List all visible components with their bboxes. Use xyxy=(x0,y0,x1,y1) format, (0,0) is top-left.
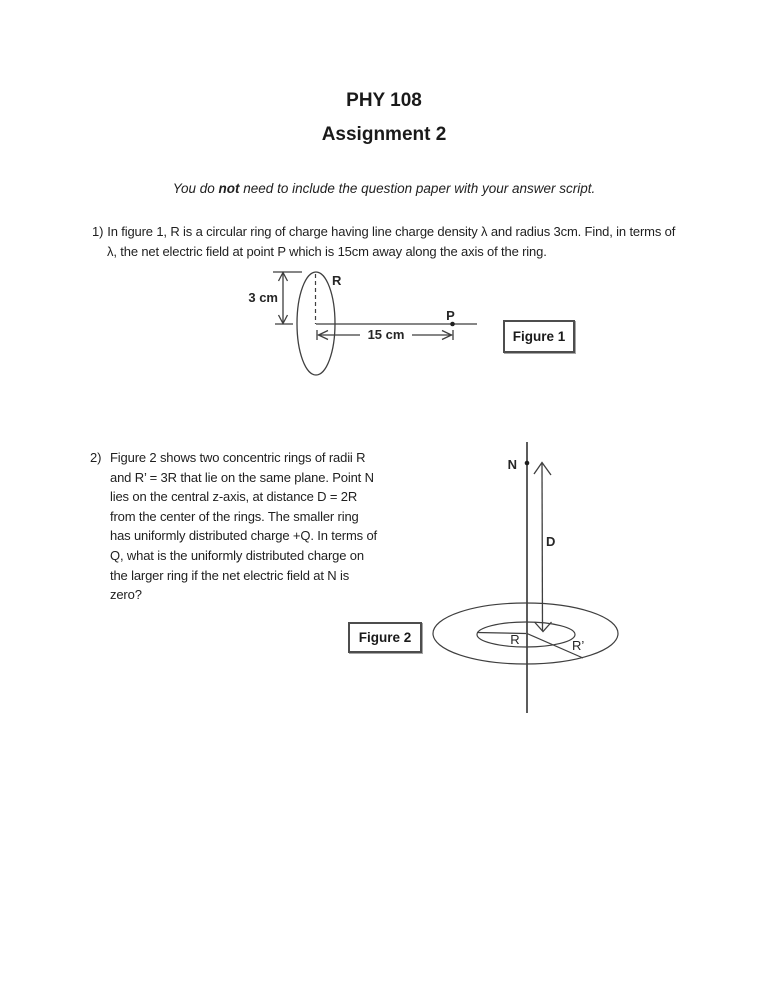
figure2-inner-ring-ellipse xyxy=(477,622,575,647)
instruction-note xyxy=(0,181,768,196)
note-bold-word: not xyxy=(218,181,240,196)
question-2-line-8: zero? xyxy=(110,587,142,603)
page-subtitle: Assignment 2 xyxy=(321,124,447,145)
figure2-caption: Figure 2 xyxy=(358,630,412,645)
question-2-line-1 xyxy=(90,448,377,468)
question-2-line-4: from the center of the rings. The smaller ring xyxy=(110,508,359,524)
question-1 xyxy=(92,222,675,261)
question-1-text-1: In figure 1, R is a circular ring of charge having line charge density λ and radius 3cm. Find, in terms of xyxy=(107,224,676,239)
question-1-line-1 xyxy=(92,222,675,242)
figure2-point-n-label: N xyxy=(507,457,517,472)
figure2-d-label: D xyxy=(546,534,556,549)
question-2-line-5: has uniformly distributed charge +Q. In terms of xyxy=(110,528,378,544)
figure2-inner-radius-label: R xyxy=(510,632,520,647)
question-1-number: 1) xyxy=(92,224,104,239)
question-2-line-7: the larger ring if the net electric field at N is xyxy=(110,567,350,583)
question-2-line-2: and R’ = 3R that lie on the same plane. Point N xyxy=(110,469,374,485)
note-suffix: need to include the question paper with your answer script. xyxy=(239,181,596,196)
figure2-outer-radius-label: R’ xyxy=(572,638,585,653)
figure1-caption-box xyxy=(503,320,575,353)
figure1-point-p-label: P xyxy=(446,308,455,323)
question-2-line-6: Q, what is the uniformly distributed charge on xyxy=(110,547,364,563)
note-prefix: You do xyxy=(172,181,219,196)
figure1-diagram xyxy=(240,258,490,390)
figure1-ring-label: R xyxy=(332,273,342,288)
figure1-radius-label: 3 cm xyxy=(248,290,278,305)
figure2-diagram xyxy=(430,438,630,718)
question-2-text-1: Figure 2 shows two concentric rings of radii R xyxy=(110,450,366,465)
figure2-caption-box xyxy=(348,622,422,653)
figure2-point-n-dot xyxy=(525,461,530,466)
question-2 xyxy=(90,448,377,605)
question-1-line-2: λ, the net electric field at point P which is 15cm away along the axis of the ring. xyxy=(107,243,547,259)
figure1-caption: Figure 1 xyxy=(512,329,566,344)
page-title: PHY 108 xyxy=(346,90,422,111)
question-2-number: 2) xyxy=(90,450,102,465)
question-2-line-3: lies on the central z-axis, at distance D = 2R xyxy=(110,489,358,505)
figure1-distance-label: 15 cm xyxy=(367,327,405,342)
